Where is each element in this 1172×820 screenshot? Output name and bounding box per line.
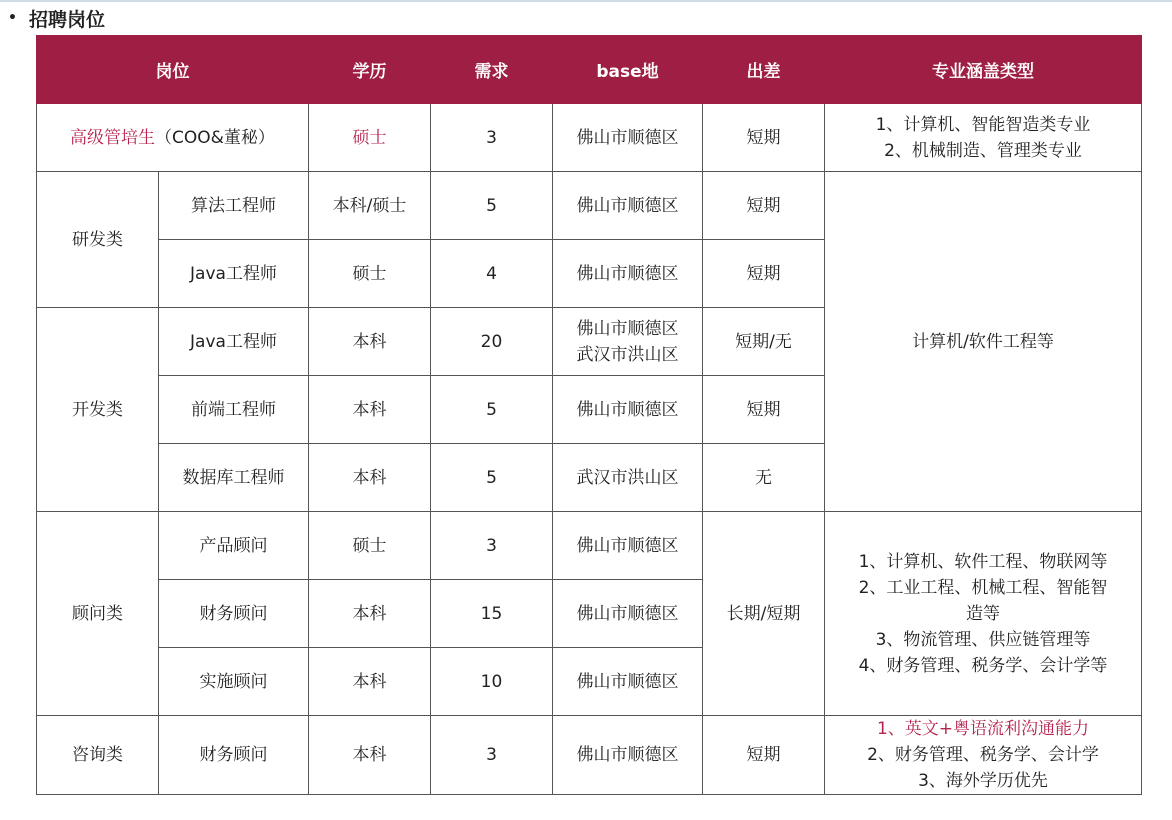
majors-line: 2、机械制造、管理类专业 xyxy=(884,140,1082,161)
education-cell: 本科 xyxy=(309,648,431,716)
travel-cell: 短期 xyxy=(703,172,825,240)
category-cell: 研发类 xyxy=(37,172,159,308)
majors-cell xyxy=(825,512,1142,716)
bullet: • xyxy=(8,10,17,26)
base-cell: 佛山市顺德区 xyxy=(553,716,703,795)
header-majors: 专业涵盖类型 xyxy=(825,36,1142,104)
demand-cell: 10 xyxy=(431,648,553,716)
majors-line: 2、工业工程、机械工程、智能智 xyxy=(858,577,1108,598)
education-cell: 本科 xyxy=(309,444,431,512)
majors-line: 3、物流管理、供应链管理等 xyxy=(875,629,1091,650)
table-row xyxy=(37,512,1142,580)
base-cell: 佛山市顺德区 xyxy=(553,580,703,648)
majors-line: 3、海外学历优先 xyxy=(918,771,1048,791)
category-cell: 顾问类 xyxy=(37,512,159,716)
majors-line: 1、计算机、智能智造类专业 xyxy=(875,114,1091,135)
base-line: 武汉市洪山区 xyxy=(576,344,679,365)
header-position: 岗位 xyxy=(37,36,309,104)
education-cell: 本科/硕士 xyxy=(309,172,431,240)
recruitment-table xyxy=(36,35,1142,795)
travel-cell: 长期/短期 xyxy=(703,512,825,716)
majors-cell: 计算机/软件工程等 xyxy=(825,172,1142,512)
education-cell: 硕士 xyxy=(309,512,431,580)
base-line: 佛山市顺德区 xyxy=(576,318,679,339)
header-education: 学历 xyxy=(309,36,431,104)
section-title: 招聘岗位 xyxy=(28,8,105,31)
category-cell: 开发类 xyxy=(37,308,159,512)
demand-cell: 15 xyxy=(431,580,553,648)
position-cell xyxy=(37,104,309,172)
travel-cell: 无 xyxy=(703,444,825,512)
base-cell: 武汉市洪山区 xyxy=(553,444,703,512)
education-cell: 本科 xyxy=(309,716,431,795)
education-cell: 本科 xyxy=(309,580,431,648)
majors-cell xyxy=(825,104,1142,172)
travel-cell: 短期/无 xyxy=(703,308,825,376)
base-cell: 佛山市顺德区 xyxy=(553,104,703,172)
demand-cell: 3 xyxy=(431,512,553,580)
position-cell: 数据库工程师 xyxy=(159,444,309,512)
table-row xyxy=(37,716,1142,795)
header-base: base地 xyxy=(553,36,703,104)
position-cell: Java工程师 xyxy=(159,240,309,308)
position-subtitle: （COO&董秘） xyxy=(155,127,275,148)
demand-cell: 5 xyxy=(431,172,553,240)
demand-cell: 5 xyxy=(431,444,553,512)
position-cell: 实施顾问 xyxy=(159,648,309,716)
base-cell: 佛山市顺德区 xyxy=(553,648,703,716)
education-cell: 本科 xyxy=(309,376,431,444)
table-row xyxy=(37,172,1142,240)
majors-line: 2、财务管理、税务学、会计学 xyxy=(867,745,1099,765)
majors-line: 4、财务管理、税务学、会计学等 xyxy=(858,655,1108,676)
majors-line: 造等 xyxy=(966,603,1000,624)
education-cell: 硕士 xyxy=(309,240,431,308)
position-cell: 财务顾问 xyxy=(159,716,309,795)
top-divider xyxy=(0,0,1172,2)
base-cell xyxy=(553,308,703,376)
header-demand: 需求 xyxy=(431,36,553,104)
position-cell: 前端工程师 xyxy=(159,376,309,444)
majors-line: 1、计算机、软件工程、物联网等 xyxy=(858,551,1108,572)
majors-cell xyxy=(825,716,1142,795)
position-title: 高级管培生 xyxy=(70,127,156,148)
position-cell: 产品顾问 xyxy=(159,512,309,580)
base-cell: 佛山市顺德区 xyxy=(553,240,703,308)
demand-cell: 3 xyxy=(431,104,553,172)
travel-cell: 短期 xyxy=(703,716,825,795)
education-cell: 本科 xyxy=(309,308,431,376)
majors-line: 1、英文+粤语流利沟通能力 xyxy=(876,719,1090,739)
demand-cell: 5 xyxy=(431,376,553,444)
base-cell: 佛山市顺德区 xyxy=(553,172,703,240)
position-cell: 算法工程师 xyxy=(159,172,309,240)
category-cell: 咨询类 xyxy=(37,716,159,795)
base-cell: 佛山市顺德区 xyxy=(553,512,703,580)
travel-cell: 短期 xyxy=(703,104,825,172)
position-cell: 财务顾问 xyxy=(159,580,309,648)
demand-cell: 4 xyxy=(431,240,553,308)
travel-cell: 短期 xyxy=(703,240,825,308)
table-header-row xyxy=(37,36,1142,104)
demand-cell: 3 xyxy=(431,716,553,795)
base-cell: 佛山市顺德区 xyxy=(553,376,703,444)
table-row xyxy=(37,104,1142,172)
header-travel: 出差 xyxy=(703,36,825,104)
demand-cell: 20 xyxy=(431,308,553,376)
position-cell: Java工程师 xyxy=(159,308,309,376)
education-cell: 硕士 xyxy=(309,104,431,172)
section-heading xyxy=(8,5,105,31)
travel-cell: 短期 xyxy=(703,376,825,444)
